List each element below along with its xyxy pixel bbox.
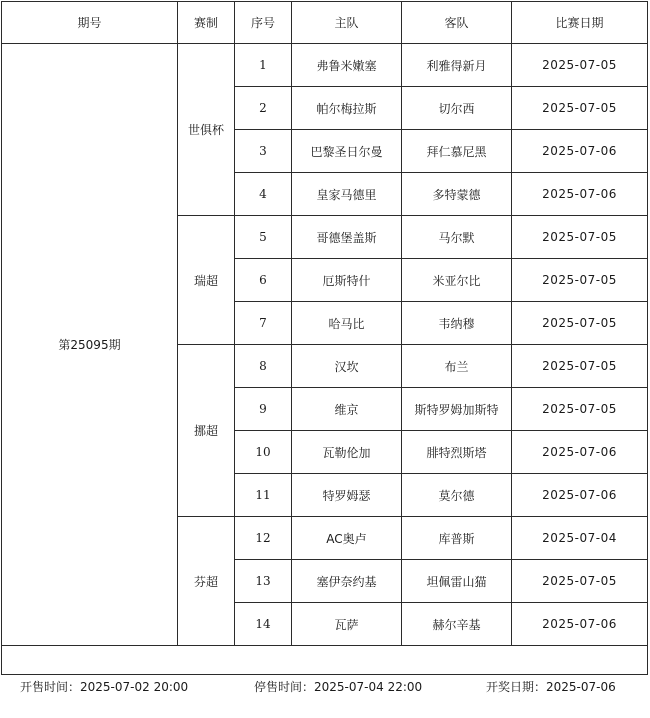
- seq-cell: 5: [235, 216, 292, 259]
- format-cell: 挪超: [178, 345, 235, 517]
- match-date-cell: 2025-07-05: [512, 345, 648, 388]
- seq-cell: 10: [235, 431, 292, 474]
- away-team-cell: 拜仁慕尼黑: [402, 130, 512, 173]
- away-team-cell: 腓特烈斯塔: [402, 431, 512, 474]
- match-date-cell: 2025-07-05: [512, 560, 648, 603]
- home-team-cell: 厄斯特什: [292, 259, 402, 302]
- match-date-cell: 2025-07-05: [512, 259, 648, 302]
- blank-row: [2, 646, 648, 675]
- seq-cell: 4: [235, 173, 292, 216]
- seq-cell: 6: [235, 259, 292, 302]
- home-team-cell: 特罗姆瑟: [292, 474, 402, 517]
- away-team-cell: 多特蒙德: [402, 173, 512, 216]
- match-date-cell: 2025-07-05: [512, 216, 648, 259]
- sale-start-info: [20, 678, 188, 695]
- seq-cell: 3: [235, 130, 292, 173]
- header-date: 比赛日期: [512, 2, 648, 44]
- home-team-cell: 帕尔梅拉斯: [292, 87, 402, 130]
- seq-cell: 13: [235, 560, 292, 603]
- seq-cell: 12: [235, 517, 292, 560]
- home-team-cell: 汉坎: [292, 345, 402, 388]
- format-cell: 芬超: [178, 517, 235, 646]
- home-team-cell: 皇家马德里: [292, 173, 402, 216]
- away-team-cell: 韦纳穆: [402, 302, 512, 345]
- seq-cell: 9: [235, 388, 292, 431]
- away-team-cell: 切尔西: [402, 87, 512, 130]
- sale-stop-value: 2025-07-04 22:00: [314, 680, 423, 694]
- format-cell: 瑞超: [178, 216, 235, 345]
- home-team-cell: 塞伊奈约基: [292, 560, 402, 603]
- draw-date-info: [486, 678, 616, 695]
- header-home: 主队: [292, 2, 402, 44]
- away-team-cell: 赫尔辛基: [402, 603, 512, 646]
- match-date-cell: 2025-07-05: [512, 44, 648, 87]
- draw-date-label: 开奖日期：: [486, 680, 547, 694]
- format-cell: 世俱杯: [178, 44, 235, 216]
- match-date-cell: 2025-07-06: [512, 431, 648, 474]
- draw-date-value: 2025-07-06: [546, 680, 616, 694]
- match-date-cell: 2025-07-05: [512, 302, 648, 345]
- match-date-cell: 2025-07-05: [512, 388, 648, 431]
- match-date-cell: 2025-07-06: [512, 603, 648, 646]
- match-date-cell: 2025-07-05: [512, 87, 648, 130]
- sale-stop-info: [254, 678, 422, 695]
- away-team-cell: 米亚尔比: [402, 259, 512, 302]
- seq-cell: 14: [235, 603, 292, 646]
- away-team-cell: 马尔默: [402, 216, 512, 259]
- home-team-cell: 瓦萨: [292, 603, 402, 646]
- schedule-table: [1, 1, 648, 675]
- sale-start-value: 2025-07-02 20:00: [80, 680, 189, 694]
- seq-cell: 11: [235, 474, 292, 517]
- header-period: 期号: [2, 2, 178, 44]
- home-team-cell: 弗鲁米嫩塞: [292, 44, 402, 87]
- away-team-cell: 库普斯: [402, 517, 512, 560]
- period-cell: 第25095期: [2, 44, 178, 646]
- home-team-cell: 维京: [292, 388, 402, 431]
- sale-info-footer: [0, 673, 650, 697]
- header-format: 赛制: [178, 2, 235, 44]
- table-row: [2, 44, 648, 87]
- away-team-cell: 莫尔德: [402, 474, 512, 517]
- seq-cell: 2: [235, 87, 292, 130]
- home-team-cell: 哥德堡盖斯: [292, 216, 402, 259]
- seq-cell: 1: [235, 44, 292, 87]
- header-row: [2, 2, 648, 44]
- home-team-cell: 哈马比: [292, 302, 402, 345]
- header-away: 客队: [402, 2, 512, 44]
- blank-cell: [2, 646, 648, 675]
- away-team-cell: 斯特罗姆加斯特: [402, 388, 512, 431]
- away-team-cell: 利雅得新月: [402, 44, 512, 87]
- match-date-cell: 2025-07-04: [512, 517, 648, 560]
- home-team-cell: 巴黎圣日尔曼: [292, 130, 402, 173]
- header-seq: 序号: [235, 2, 292, 44]
- seq-cell: 8: [235, 345, 292, 388]
- match-date-cell: 2025-07-06: [512, 474, 648, 517]
- away-team-cell: 坦佩雷山猫: [402, 560, 512, 603]
- match-date-cell: 2025-07-06: [512, 130, 648, 173]
- home-team-cell: AC奥卢: [292, 517, 402, 560]
- sale-stop-label: 停售时间：: [254, 680, 315, 694]
- sale-start-label: 开售时间：: [20, 680, 81, 694]
- seq-cell: 7: [235, 302, 292, 345]
- away-team-cell: 布兰: [402, 345, 512, 388]
- match-date-cell: 2025-07-06: [512, 173, 648, 216]
- home-team-cell: 瓦勒伦加: [292, 431, 402, 474]
